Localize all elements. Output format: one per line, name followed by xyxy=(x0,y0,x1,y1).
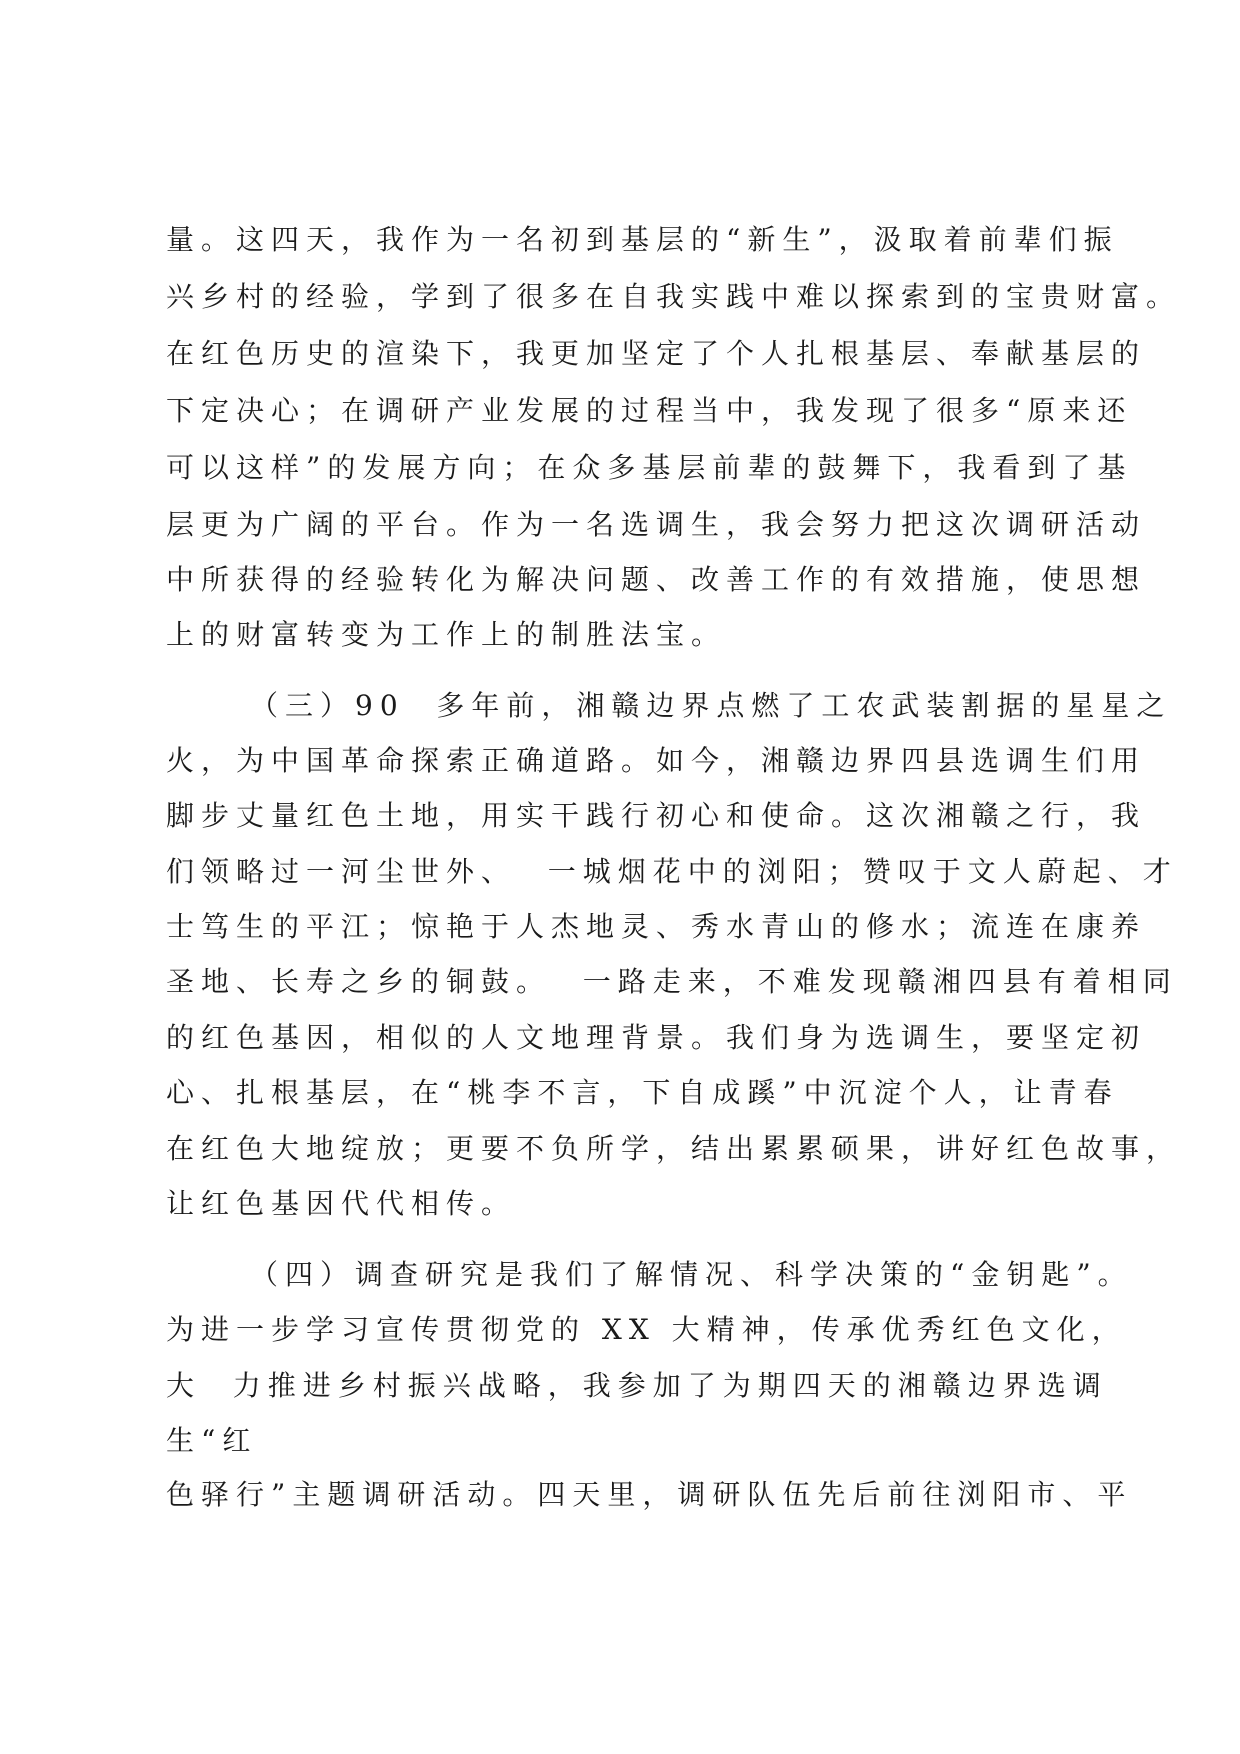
paragraph-3-line-3: 大 力推进乡村振兴战略，我参加了为期四天的湘赣边界选调 xyxy=(166,1369,1108,1402)
paragraph-1-line-6: 层更为广阔的平台。作为一名选调生，我会努力把这次调研活动 xyxy=(166,508,1147,541)
paragraph-1-line-7: 中所获得的经验转化为解决问题、改善工作的有效措施，使思想 xyxy=(166,563,1147,596)
paragraph-2-line-9: 在红色大地绽放；更要不负所学，结出累累硕果，讲好红色故事， xyxy=(166,1132,1182,1165)
paragraph-2-line-6: 圣地、长寿之乡的铜鼓。 一路走来，不难发现赣湘四县有着相同 xyxy=(166,965,1178,998)
paragraph-2-line-7: 的红色基因，相似的人文地理背景。我们身为选调生，要坚定初 xyxy=(166,1021,1147,1054)
paragraph-2-line-8: 心、扎根基层，在“桃李不言，下自成蹊”中沉淀个人，让青春 xyxy=(166,1076,1119,1109)
paragraph-1-line-1: 量。这四天，我作为一名初到基层的“新生”，汲取着前辈们振 xyxy=(166,223,1119,256)
paragraph-2-line-3: 脚步丈量红色土地，用实干践行初心和使命。这次湘赣之行，我 xyxy=(166,799,1147,832)
paragraph-1-line-5: 可以这样”的发展方向；在众多基层前辈的鼓舞下，我看到了基 xyxy=(166,451,1133,484)
paragraph-1-line-4: 下定决心；在调研产业发展的过程当中，我发现了很多“原来还 xyxy=(166,394,1133,427)
paragraph-1-line-8: 上的财富转变为工作上的制胜法宝。 xyxy=(166,618,727,651)
paragraph-1-line-3: 在红色历史的渲染下，我更加坚定了个人扎根基层、奉献基层的 xyxy=(166,337,1147,370)
paragraph-3-line-5: 色驿行”主题调研活动。四天里，调研队伍先后前往浏阳市、平 xyxy=(166,1478,1133,1511)
paragraph-2-line-1: （三）90 多年前，湘赣边界点燃了工农武装割据的星星之 xyxy=(250,689,1172,722)
paragraph-2-line-10: 让红色基因代代相传。 xyxy=(166,1187,517,1220)
paragraph-3-line-2: 为进一步学习宣传贯彻党的 XX 大精神，传承优秀红色文化， xyxy=(166,1313,1127,1346)
paragraph-3-line-1: （四）调查研究是我们了解情况、科学决策的“金钥匙”。 xyxy=(250,1258,1133,1291)
paragraph-3-line-4: 生“红 xyxy=(166,1424,258,1457)
paragraph-2-line-5: 士笃生的平江；惊艳于人杰地灵、秀水青山的修水；流连在康养 xyxy=(166,910,1147,943)
paragraph-2-line-2: 火，为中国革命探索正确道路。如今，湘赣边界四县选调生们用 xyxy=(166,744,1147,777)
paragraph-2-line-4: 们领略过一河尘世外、 一城烟花中的浏阳；赞叹于文人蔚起、才 xyxy=(166,855,1178,888)
paragraph-1-line-2: 兴乡村的经验，学到了很多在自我实践中难以探索到的宝贵财富。 xyxy=(166,280,1182,313)
